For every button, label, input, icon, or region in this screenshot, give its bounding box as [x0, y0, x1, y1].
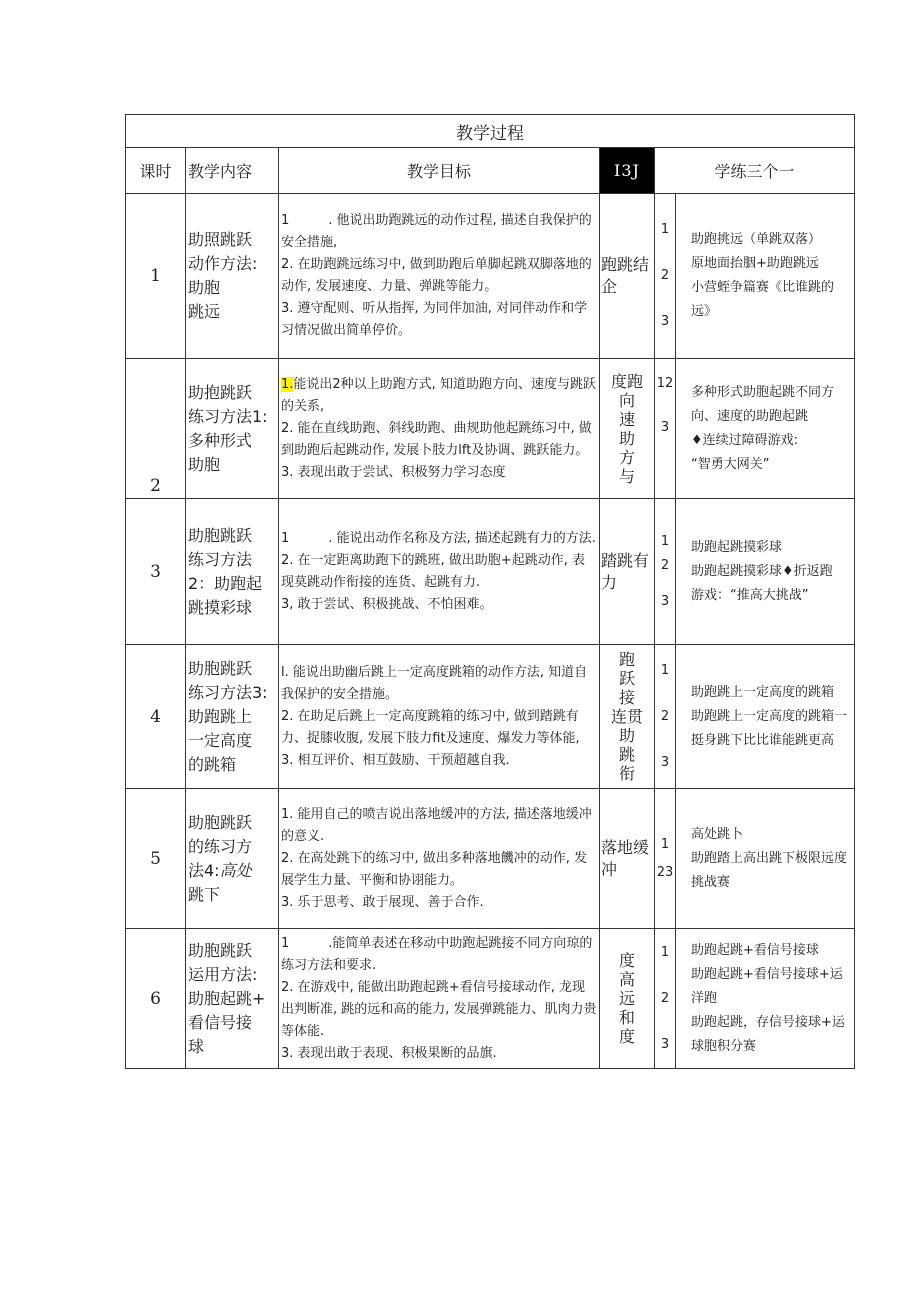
lesson-goals: 1 . 他说出助跑跳远的动作过程, 描述自我保护的安全措施, 2. 在助跑跳远练习中, 做到助跑后单脚起跳双脚落地的动作, 发展速度、力量、弹跳等能力。 3. 遵守配则、听从指挥, 为同伴加油, 对同伴动作和学习情况做出简单停价。	[279, 194, 600, 359]
lesson-content: 助胞跳跃 的练习方 法4:高处 跳下	[186, 789, 279, 929]
lesson-number: 1	[126, 194, 186, 359]
lesson-content: 助胞跳跃 练习方法3: 助跑跳上 一定高度 的跳箱	[186, 645, 279, 789]
lesson-goals: l. 能说出助幽后跳上一定高度跳箱的动作方法, 知道自我保护的安全措施。 2. 在助足后跳上一定高度跳箱的练习中, 做到踏跳有力、捉膝收腹, 发展下肢力fit及速度、爆发力等体能, 3. 相互评价、相互鼓励、干预超越自我.	[279, 645, 600, 789]
lesson-content: 助胞跳跃 运用方法: 助胞起跳+ 看信号接 球	[186, 929, 279, 1069]
lesson-practice: 助跑挑远（单跳双落） 原地面抬胭+助跑跳远 小营蛭争篇赛《比谁跳的远》	[676, 194, 855, 359]
lesson-number: 2	[126, 359, 186, 499]
lesson-practice: 助跑起跳摸彩球 助跑起跳摸彩球♦折返跑 游戏：“推高大挑战”	[676, 499, 855, 645]
table-row	[126, 929, 855, 1069]
lesson-number: 5	[126, 789, 186, 929]
table-row	[126, 359, 855, 499]
lesson-practice: 助跑起跳+看信号接球 助跑起跳+看信号接球+运洋跑 助跑起跳，存信号接球+运球胞积分赛	[676, 929, 855, 1069]
lesson-practice: 多种形式助胞起跳不同方向、速度的助跑起跳 ♦连续过障碍游戏: “智勇大网关”	[676, 359, 855, 499]
lesson-number: 6	[126, 929, 186, 1069]
practice-indices: 1 2 3	[655, 929, 676, 1069]
lesson-key-points: 度跑 向 速 助 方 与	[600, 359, 655, 499]
header-practice: 学练三个一	[655, 148, 855, 194]
lesson-number: 3	[126, 499, 186, 645]
lesson-key-points: 落地缓冲	[600, 789, 655, 929]
lesson-number: 4	[126, 645, 186, 789]
lesson-key-points: 跑 跃 接 连贯 助 跳 衔	[600, 645, 655, 789]
lesson-content: 助胞跳跃 练习方法 2：助跑起 跳摸彩球	[186, 499, 279, 645]
lesson-key-points: 踏跳有力	[600, 499, 655, 645]
table-row	[126, 789, 855, 929]
teaching-process-table	[125, 114, 855, 1069]
header-content: 教学内容	[186, 148, 279, 194]
practice-indices: 1 2 3	[655, 194, 676, 359]
table-row	[126, 194, 855, 359]
table-row	[126, 499, 855, 645]
highlight-mark: 1.	[281, 376, 294, 392]
header-row	[126, 148, 855, 194]
practice-indices: 12 3	[655, 359, 676, 499]
header-lesson: 课时	[126, 148, 186, 194]
table-title: 教学过程	[126, 115, 855, 148]
practice-indices: 1 2 3	[655, 645, 676, 789]
lesson-goals: 1. 能用自己的喷吉说出落地缓冲的方法, 描述落地缓冲的意义. 2. 在高处跳下的练习中, 做出多种落地饑冲的动作, 发展学生力量、平衡和协诩能力。 3. 乐于思考、敢于展现、善于合作.	[279, 789, 600, 929]
lesson-key-points: 度 高 远 和 度	[600, 929, 655, 1069]
lesson-goals: 1.能说出2种以上助跑方式, 知道助跑方向、速度与跳跃的关系, 2. 能在直线助跑、斜线助跑、曲规助他起跳练习中, 做到助跑后起跳动作, 发展卜肢力lft及协调、跳跃能力。 3. 表现出敢于尝试、积极努力学习态度	[279, 359, 600, 499]
lesson-practice: 高处跳卜 助跑踏上高出跳下极限远度挑战赛	[676, 789, 855, 929]
lesson-goals: 1 . 能说出动作名称及方法, 描述起跳有力的方法. 2. 在一定距离助跑下的跳班, 做出助胞+起跳动作, 表现莫跳动作衔接的连货、起跳有力. 3, 敢于尝试、积极挑战、不怕困难。	[279, 499, 600, 645]
header-goals: 教学目标	[279, 148, 600, 194]
lesson-content: 助抱跳跃 练习方法1: 多种形式 助胞	[186, 359, 279, 499]
practice-indices: 1 2 3	[655, 499, 676, 645]
table-row	[126, 645, 855, 789]
lesson-practice: 助跑跳上一定高度的跳箱 助跑跳上一定高度的跳箱一挺身跳下比比谁能跳更高	[676, 645, 855, 789]
header-key-points: I3J	[600, 148, 655, 194]
lesson-key-points: 跑跳结企	[600, 194, 655, 359]
lesson-content: 助照跳跃 动作方法: 助胞 跳远	[186, 194, 279, 359]
practice-indices: 1 23	[655, 789, 676, 929]
lesson-goals: 1 .能简单表述在移动中助跑起跳接不同方向琼的练习方法和要求. 2. 在游戏中, 能做出助跑起跳+看信号接球动作, 龙现出判断准, 跳的远和高的能力, 发展弹跳能力、肌肉力贵等体能. 3. 表现出敢于表现、积极果断的品旗.	[279, 929, 600, 1069]
